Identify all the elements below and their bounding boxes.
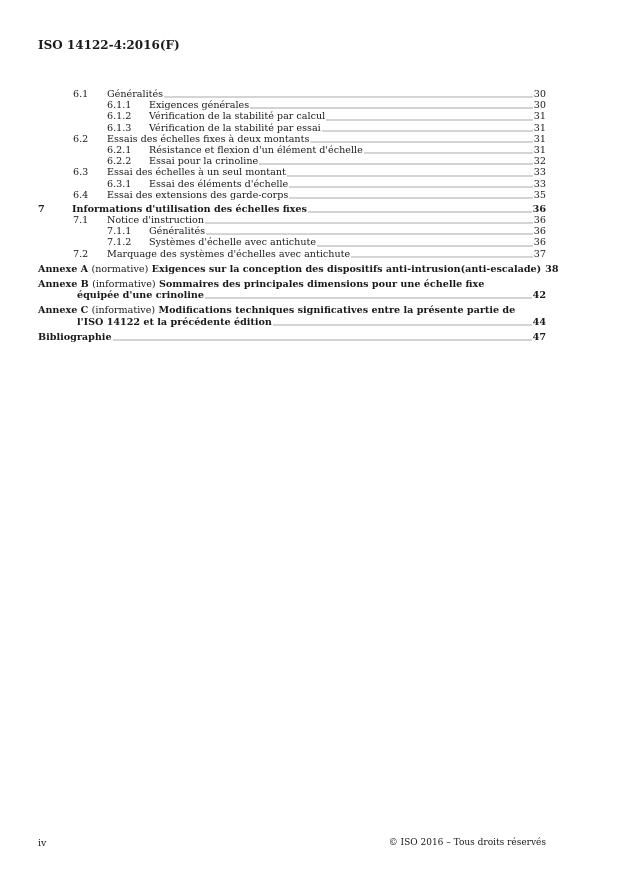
toc-entry[interactable] — [38, 89, 546, 100]
annex-prefix: Annexe B — [38, 279, 89, 290]
toc-entry-page: 37 — [533, 248, 546, 260]
toc-entry-page: 36 — [533, 237, 546, 249]
toc-entry-number: 7 — [38, 203, 45, 215]
toc-entry-bibliography[interactable] — [38, 332, 546, 343]
toc-entry-annex-a[interactable] — [38, 263, 559, 275]
toc-entry[interactable] — [38, 111, 546, 122]
toc-entry[interactable] — [38, 134, 546, 145]
annex-title-line1: Sommaires des principales dimensions pour une échelle fixe — [158, 279, 485, 290]
toc-entry-page: 36 — [533, 226, 546, 238]
toc-entry-page: 32 — [533, 156, 546, 168]
toc-entry[interactable] — [38, 123, 546, 134]
toc-entry[interactable] — [38, 167, 546, 178]
toc-entry-page: 42 — [532, 290, 546, 302]
toc-entry-title: Vérification de la stabilité par essai — [149, 122, 321, 134]
toc-entry-page: 31 — [533, 122, 546, 134]
toc-leader-dots — [289, 186, 533, 188]
toc-entry-title: Essai des échelles à un seul montant — [107, 167, 286, 179]
annex-title-line2: équipée d'une crinoline — [77, 290, 205, 302]
toc-leader-dots — [310, 141, 532, 143]
toc-group-7 — [38, 215, 546, 260]
toc-entry-annex-c[interactable] — [38, 305, 546, 327]
toc-entry-number: 7.1.2 — [107, 237, 132, 249]
toc-entry-number: 6.2.1 — [107, 144, 132, 156]
toc-entry-number: 7.2 — [73, 248, 89, 260]
toc-entry-title: Généralités — [149, 226, 206, 238]
toc-leader-dots — [326, 119, 533, 121]
toc-entry-page: 36 — [532, 203, 546, 215]
toc-entry-title: Généralités — [107, 89, 164, 100]
toc-entry-page: 31 — [533, 133, 546, 145]
toc-entry-number: 6.3 — [73, 167, 89, 179]
toc-entry-page: 30 — [533, 100, 546, 112]
toc-entry-page: 30 — [533, 89, 546, 100]
toc-entry-page: 31 — [533, 111, 546, 123]
toc-entry[interactable] — [38, 156, 546, 167]
toc-entry-title: Bibliographie — [38, 331, 112, 343]
toc-entry[interactable] — [38, 226, 546, 237]
toc-entry-number: 6.1.2 — [107, 111, 132, 123]
toc-entry-clause-7[interactable] — [38, 204, 546, 215]
toc-entry-title: Essai des extensions des garde-corps — [107, 189, 289, 201]
toc-entry-page: 33 — [533, 178, 546, 190]
toc-entry-page: 35 — [533, 189, 546, 201]
toc-entry[interactable] — [38, 190, 546, 201]
toc-leader-dots — [205, 297, 532, 299]
annex-kind: (informative) — [92, 279, 156, 290]
annex-kind: (normative) — [91, 263, 149, 275]
toc-entry-page: 44 — [532, 316, 546, 328]
toc-entry-title: Essai des éléments d'échelle — [149, 178, 289, 190]
toc-entry-title: Systèmes d'échelle avec antichute — [149, 237, 317, 249]
toc-group-6 — [38, 89, 546, 201]
toc-entry-page: 36 — [533, 215, 546, 227]
toc-entry-number: 7.1.1 — [107, 226, 132, 238]
toc-leader-dots — [364, 152, 533, 154]
toc-leader-dots — [206, 233, 533, 235]
copyright-notice: © ISO 2016 – Tous droits réservés — [388, 838, 546, 848]
toc-leader-dots — [322, 130, 533, 132]
toc-entry-title: Vérification de la stabilité par calcul — [149, 111, 326, 123]
annex-prefix: Annexe C — [38, 305, 89, 317]
toc-leader-dots — [289, 197, 532, 199]
toc-entry-title: Marquage des systèmes d'échelles avec antichute — [107, 248, 351, 260]
toc-entry-number: 6.2 — [73, 133, 89, 145]
page-number: iv — [38, 838, 47, 849]
toc-entry[interactable] — [38, 215, 546, 226]
toc-leader-dots — [308, 211, 532, 213]
toc-entry[interactable] — [38, 100, 546, 111]
toc-entry[interactable] — [38, 237, 546, 248]
toc-entry-page: 33 — [533, 167, 546, 179]
toc-leader-dots — [287, 175, 533, 177]
toc-leader-dots — [351, 256, 533, 258]
annex-kind: (informative) — [91, 305, 156, 317]
table-of-contents — [38, 89, 559, 343]
toc-entry-number: 6.4 — [73, 189, 89, 201]
toc-leader-dots — [205, 222, 533, 224]
toc-entry-page: 38 — [545, 263, 559, 275]
annex-title: Exigences sur la conception des dispositifs anti-intrusion(anti-escalade) — [151, 263, 542, 275]
toc-leader-dots — [250, 107, 533, 109]
annex-prefix: Annexe A — [38, 263, 89, 275]
toc-entry[interactable] — [38, 249, 546, 260]
toc-entry-number: 6.2.2 — [107, 156, 132, 168]
toc-entry-title: Notice d'instruction — [107, 215, 205, 227]
toc-entry-title: Informations d'utilisation des échelles fixes — [72, 203, 307, 215]
toc-entry-annex-b[interactable] — [38, 279, 546, 301]
toc-leader-dots — [113, 339, 532, 341]
annex-title-line2: l'ISO 14122 et la précédente édition — [77, 316, 272, 328]
toc-entry-number: 6.3.1 — [107, 178, 132, 190]
toc-entry-title: Essai pour la crinoline — [149, 156, 259, 168]
toc-entry-title: Essais des échelles fixes à deux montants — [107, 133, 310, 145]
toc-entry-title: Exigences générales — [149, 100, 250, 112]
toc-entry[interactable] — [38, 179, 546, 190]
annex-title-line1: Modifications techniques significatives entre la présente partie de — [158, 305, 516, 317]
toc-entry-number: 7.1 — [73, 215, 89, 227]
toc-leader-dots — [317, 245, 533, 247]
toc-entry-page: 31 — [533, 144, 546, 156]
toc-entry-page: 47 — [532, 331, 546, 343]
toc-leader-dots — [164, 96, 533, 98]
toc-leader-dots — [273, 324, 532, 326]
toc-entry-number: 6.1.1 — [107, 100, 132, 112]
toc-entry-number: 6.1 — [73, 89, 89, 100]
toc-entry-number: 6.1.3 — [107, 122, 132, 134]
toc-entry-title: Résistance et flexion d'un élément d'échelle — [149, 144, 363, 156]
toc-entry[interactable] — [38, 145, 546, 156]
toc-leader-dots — [259, 163, 533, 165]
document-header: ISO 14122-4:2016(F) — [38, 38, 180, 52]
